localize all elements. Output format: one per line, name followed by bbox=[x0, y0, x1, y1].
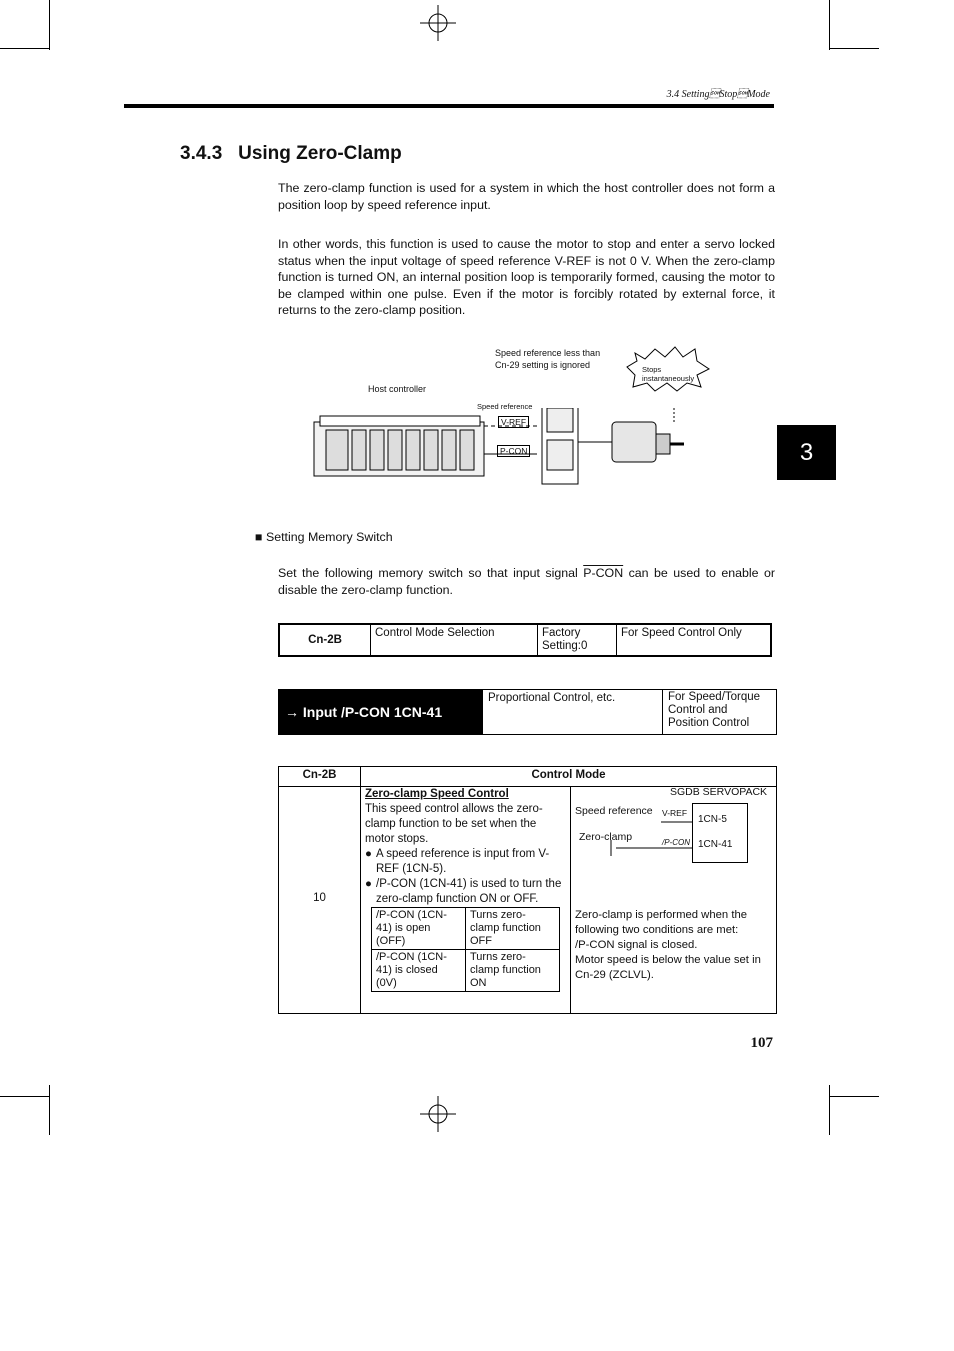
scope-cell: For Speed Control Only bbox=[617, 624, 772, 656]
crop-mark bbox=[829, 0, 830, 50]
condition-2: Motor speed is below the value set in Cn-29 (ZCLVL). bbox=[575, 954, 761, 981]
param-name-cell: Control Mode Selection bbox=[371, 624, 538, 656]
input-desc-cell: Proportional Control, etc. bbox=[483, 690, 663, 734]
wiring-lines bbox=[571, 786, 776, 866]
factory-setting-cell bbox=[538, 624, 617, 656]
action-cell: Turns zero-clamp function ON bbox=[466, 950, 560, 992]
bullet-text-1: A speed reference is input from V-REF (1CN-5). bbox=[376, 848, 550, 875]
crop-mark bbox=[49, 1085, 50, 1135]
conditions-text bbox=[575, 908, 771, 983]
crop-mark bbox=[0, 1096, 50, 1097]
control-mode-table bbox=[278, 766, 777, 1014]
section-heading bbox=[180, 143, 402, 165]
action-cell: Turns zero-clamp function OFF bbox=[466, 908, 560, 950]
paragraph-intro: The zero-clamp function is used for a system in which the host controller does not form a position loop by speed reference input. bbox=[278, 181, 775, 212]
header-rule bbox=[124, 104, 774, 108]
diagram-pcon: /P-CON bbox=[662, 838, 690, 847]
crop-mark bbox=[829, 48, 879, 49]
col-header-mode: Control Mode bbox=[531, 769, 606, 781]
paragraph-detail: In other words, this function is used to cause the motor to stop and enter a servo locked status when the input voltage of speed reference V-REF is not 0 V. When the zero-clamp function is turned ON, an internal position loop is temporarily formed, causing the motor to be clamped within one pulse. Even if the motor is forcibly rotated by external force, it returns to the zero-clamp position. bbox=[278, 237, 775, 317]
system-drawing bbox=[312, 408, 692, 488]
servopack-label: SGDB SERVOPACK bbox=[670, 786, 768, 798]
vref-box: V-REF bbox=[498, 416, 529, 428]
crop-mark bbox=[49, 0, 50, 50]
registration-mark bbox=[420, 1096, 456, 1132]
page-number: 107 bbox=[750, 1035, 773, 1051]
bullet-icon: ● bbox=[365, 878, 372, 890]
section-title: Using Zero-Clamp bbox=[238, 143, 402, 164]
crop-mark bbox=[0, 48, 50, 49]
memory-switch-text-b: can be used to enable or disable the zero-clamp function. bbox=[278, 566, 776, 597]
running-header: 3.4 SettingStopMode bbox=[666, 89, 770, 100]
input-signal-name: Input /P-CON 1CN-41 bbox=[302, 704, 443, 720]
inner-state-table bbox=[371, 907, 560, 992]
input-signal-label bbox=[279, 690, 483, 734]
memory-switch-table bbox=[278, 623, 772, 657]
diagram-1cn41: 1CN-41 bbox=[698, 839, 733, 850]
stops-label-line1: Stops bbox=[642, 365, 662, 374]
bullet-item bbox=[365, 847, 565, 877]
bullet-item bbox=[365, 877, 565, 907]
input-signal-table bbox=[278, 689, 777, 735]
bullet-icon: ● bbox=[365, 848, 372, 860]
diagram-vref: V-REF bbox=[662, 808, 688, 818]
factory-value: Setting:0 bbox=[542, 640, 588, 652]
stops-label-line2: instantaneously bbox=[642, 374, 695, 383]
memory-switch-heading bbox=[255, 530, 393, 544]
speed-ref-note-line2: Cn-29 setting is ignored bbox=[495, 360, 591, 370]
col-header-param: Cn-2B bbox=[302, 769, 337, 781]
input-scope-2: Control and bbox=[668, 704, 728, 716]
diagram-zero-clamp: Zero-clamp bbox=[579, 831, 633, 843]
chapter-tab: 3 bbox=[777, 425, 836, 480]
factory-label: Factory bbox=[542, 627, 581, 639]
section-number: 3.4.3 bbox=[180, 143, 223, 164]
speed-reference-label: Speed reference bbox=[477, 402, 533, 411]
square-bullet-icon: ■ bbox=[255, 530, 263, 544]
mode-description bbox=[365, 787, 565, 907]
pcon-signal: P-CON bbox=[583, 566, 624, 580]
mode-title: Zero-clamp Speed Control bbox=[365, 788, 509, 800]
condition-1: /P-CON signal is closed. bbox=[575, 939, 698, 951]
input-scope-cell bbox=[668, 690, 760, 730]
param-value: 10 bbox=[313, 892, 326, 904]
state-cell: /P-CON (1CN-41) is closed (0V) bbox=[372, 950, 466, 992]
crop-mark bbox=[829, 1096, 879, 1097]
bullet-text-2: /P-CON (1CN-41) is used to turn the zero-clamp function ON or OFF. bbox=[376, 878, 562, 905]
memory-switch-text bbox=[278, 565, 775, 598]
crop-mark bbox=[829, 1085, 830, 1135]
speed-ref-note-line1: Speed reference less than bbox=[495, 348, 601, 358]
input-scope-3: Position Control bbox=[668, 717, 750, 729]
input-scope-1: For Speed/Torque bbox=[668, 691, 761, 703]
conditions-intro: Zero-clamp is performed when the following two conditions are met: bbox=[575, 909, 748, 936]
mode-desc: This speed control allows the zero-clamp function to be set when the motor stops. bbox=[365, 803, 543, 845]
state-cell: /P-CON (1CN-41) is open (OFF) bbox=[372, 908, 466, 950]
pcon-box: P-CON bbox=[497, 445, 530, 457]
arrow-icon: → bbox=[285, 704, 299, 720]
diagram-speed-reference: Speed reference bbox=[575, 805, 653, 817]
host-controller-label: Host controller bbox=[368, 384, 427, 394]
memory-switch-text-a: Set the following memory switch so that input signal bbox=[278, 566, 584, 580]
registration-mark bbox=[420, 5, 456, 41]
diagram-1cn5: 1CN-5 bbox=[698, 814, 727, 825]
memory-switch-heading-text: Setting Memory Switch bbox=[265, 530, 393, 544]
param-cell: Cn-2B bbox=[279, 624, 371, 656]
